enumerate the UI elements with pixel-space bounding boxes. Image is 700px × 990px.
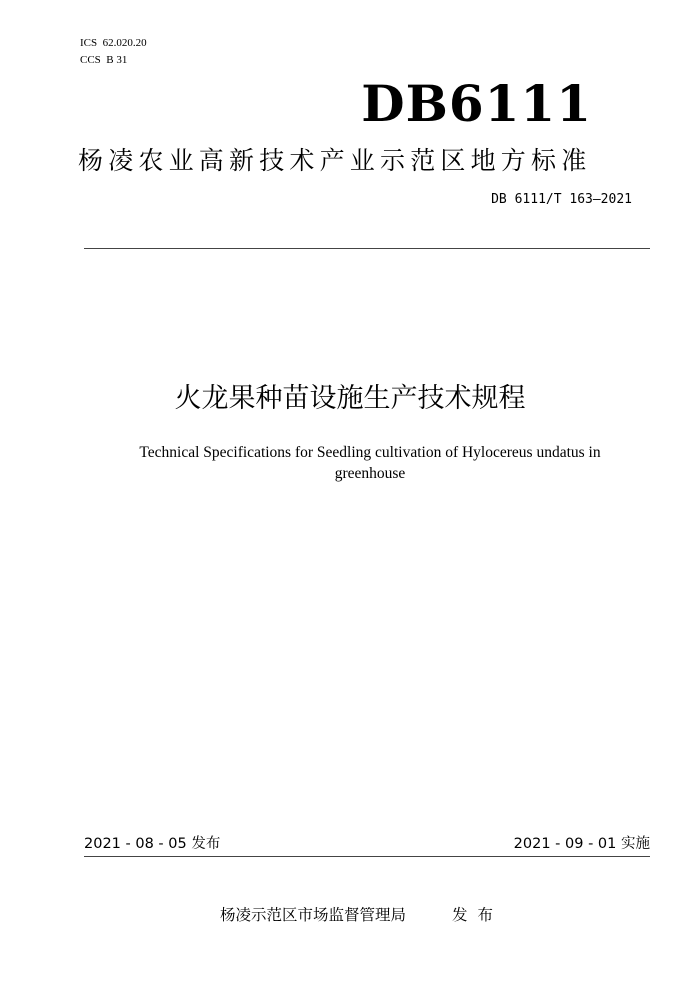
document-title-chinese: 火龙果种苗设施生产技术规程 bbox=[174, 383, 526, 414]
standard-number: DB 6111/T 163—2021 bbox=[491, 192, 632, 207]
document-title-english: Technical Specifications for Seedling cultivation of Hylocereus undatus in greenhouse bbox=[139, 444, 601, 482]
publish-label: 发布 bbox=[452, 906, 504, 924]
bottom-divider bbox=[84, 856, 650, 857]
standard-name: 杨凌农业高新技术产业示范区地方标准 bbox=[78, 146, 592, 175]
issue-date: 2021 - 08 - 05 发布 bbox=[84, 836, 221, 852]
implementation-date: 2021 - 09 - 01 实施 bbox=[513, 836, 650, 852]
ics-code: ICS 62.020.20 bbox=[80, 37, 147, 49]
db-code-logo: DB6111 bbox=[361, 74, 592, 133]
top-divider bbox=[84, 248, 650, 249]
publisher: 杨凌示范区市场监督管理局 bbox=[220, 906, 407, 924]
ccs-code: CCS B 31 bbox=[80, 54, 128, 66]
